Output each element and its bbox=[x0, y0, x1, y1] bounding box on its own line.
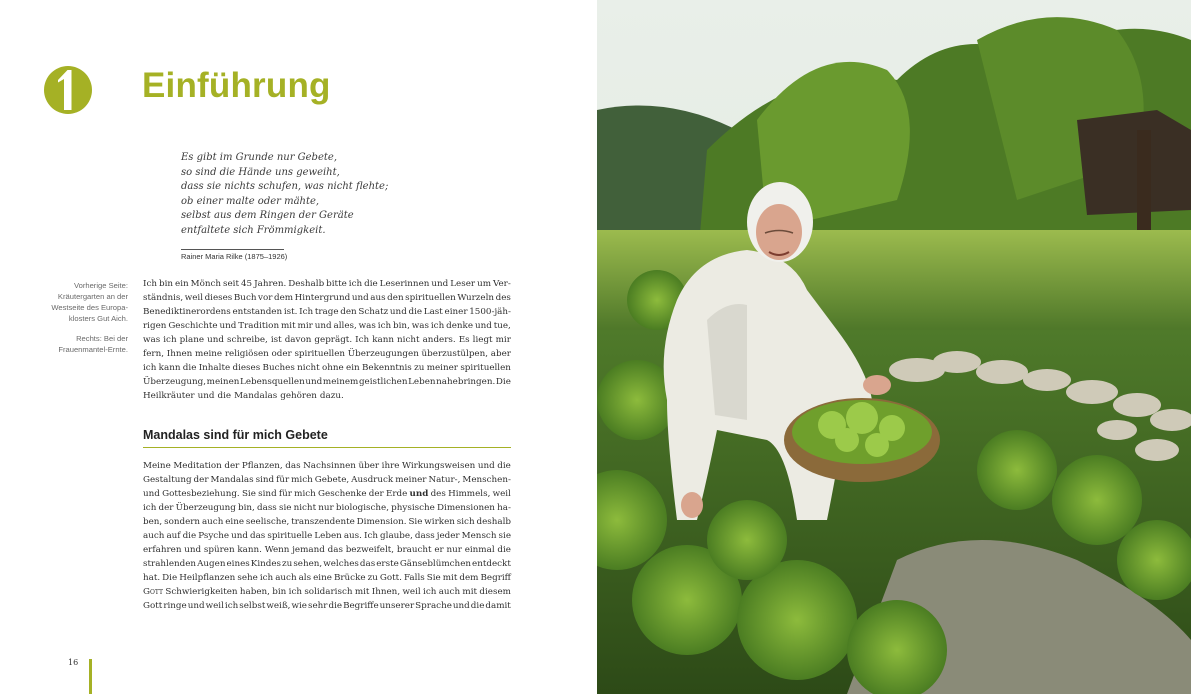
word: schreibe, bbox=[227, 335, 268, 345]
text-line bbox=[143, 291, 511, 305]
word: ich bbox=[423, 587, 437, 597]
word: sehen, bbox=[293, 559, 323, 569]
word: Sie bbox=[408, 517, 423, 527]
word: für bbox=[276, 475, 290, 485]
word: die bbox=[497, 461, 511, 471]
word: und bbox=[474, 321, 492, 331]
word: weiß, bbox=[266, 601, 291, 611]
word: bin, bbox=[393, 321, 410, 331]
word: ben, bbox=[143, 517, 163, 527]
word: des bbox=[430, 489, 446, 499]
word: Mandalas bbox=[234, 391, 278, 401]
word: Leser bbox=[450, 279, 476, 289]
word: Ich bbox=[355, 335, 370, 345]
word: zu bbox=[367, 573, 378, 583]
word: der bbox=[224, 461, 240, 471]
word: denke bbox=[446, 321, 474, 331]
text-line bbox=[143, 459, 511, 473]
word: spirituellen bbox=[294, 349, 346, 359]
poem-line: ob einer malte oder mähte, bbox=[181, 195, 320, 207]
word: liegt bbox=[472, 335, 493, 345]
text-line bbox=[143, 487, 511, 501]
word: nahebringen. bbox=[436, 377, 496, 387]
word: was bbox=[411, 321, 429, 331]
sidenote-right-photo bbox=[36, 333, 128, 355]
word: solidarisch bbox=[304, 587, 353, 597]
word: nicht bbox=[293, 503, 317, 513]
word: und bbox=[431, 279, 449, 289]
word: und bbox=[143, 489, 160, 499]
word: und bbox=[351, 293, 369, 303]
word: bitte bbox=[326, 279, 347, 289]
word: erfahren bbox=[143, 545, 182, 555]
word: ich bbox=[430, 321, 445, 331]
word: Überzeugung bbox=[175, 503, 236, 513]
word: Leserinnen bbox=[379, 279, 430, 289]
sidenote-line: Vorherige Seite: bbox=[73, 281, 128, 290]
word: Begriffe bbox=[343, 601, 379, 611]
word: nur bbox=[318, 503, 334, 513]
word: mich bbox=[294, 489, 316, 499]
word: und bbox=[231, 531, 248, 541]
word: welches bbox=[323, 559, 359, 569]
word: und bbox=[409, 489, 429, 499]
word: unserer bbox=[379, 601, 415, 611]
word: kann bbox=[372, 335, 394, 345]
word: Gott. bbox=[379, 573, 402, 583]
word: strahlenden bbox=[143, 559, 197, 569]
word: ist. bbox=[283, 307, 298, 317]
text-line bbox=[143, 529, 511, 543]
word: dass bbox=[257, 503, 277, 513]
word: Begriff bbox=[480, 573, 511, 583]
text-line bbox=[143, 347, 511, 361]
word: selbst bbox=[239, 601, 266, 611]
word: kann bbox=[158, 363, 181, 373]
word: Gott bbox=[143, 601, 163, 611]
word: weil bbox=[492, 489, 511, 499]
text-line bbox=[143, 305, 511, 319]
word: das bbox=[359, 559, 376, 569]
word: dass bbox=[414, 531, 435, 541]
word: ich bbox=[259, 573, 274, 583]
word: die bbox=[364, 279, 378, 289]
word: Falls bbox=[403, 573, 425, 583]
word: spirituelle bbox=[267, 531, 313, 541]
word: mir bbox=[495, 335, 511, 345]
word: Wurzeln bbox=[457, 293, 495, 303]
word: Heilkräuter bbox=[143, 391, 195, 401]
attribution-rule bbox=[181, 249, 284, 250]
word: sie bbox=[498, 531, 511, 541]
word: auch bbox=[275, 573, 297, 583]
word: religiösen bbox=[224, 349, 269, 359]
word: sich bbox=[456, 517, 475, 527]
word: anders. bbox=[422, 335, 456, 345]
word: Gebete, bbox=[314, 475, 350, 485]
word: der bbox=[368, 489, 384, 499]
word: Buch bbox=[233, 293, 257, 303]
word: Die bbox=[495, 377, 511, 387]
word: wie bbox=[291, 601, 307, 611]
poem-line: Es gibt im Grunde nur Gebete, bbox=[181, 152, 337, 163]
text-line bbox=[143, 515, 511, 529]
word: Himmels, bbox=[448, 489, 491, 499]
word: glaube, bbox=[380, 531, 413, 541]
word: ich bbox=[143, 363, 157, 373]
sidenote-line: Frauenmantel-Ernte. bbox=[58, 345, 128, 354]
word: dazu. bbox=[319, 391, 344, 401]
word: und bbox=[305, 377, 323, 387]
word: Bekenntnis bbox=[361, 363, 412, 373]
word: Ihnen, bbox=[371, 587, 401, 597]
word: und bbox=[219, 321, 237, 331]
text-line bbox=[143, 389, 511, 403]
word: entdeckt bbox=[472, 559, 511, 569]
word: weil bbox=[184, 293, 203, 303]
text-line bbox=[143, 571, 511, 585]
epigraph-poem bbox=[181, 151, 388, 239]
word: Buches bbox=[262, 363, 295, 373]
word: ich bbox=[377, 321, 392, 331]
word: er bbox=[434, 545, 444, 555]
word: bin bbox=[158, 279, 174, 289]
word: Kindes bbox=[250, 559, 282, 569]
word: Mandalas bbox=[210, 475, 254, 485]
word: Hintergrund bbox=[294, 293, 351, 303]
word: Dimension. bbox=[356, 517, 407, 527]
word: spirituellen bbox=[460, 363, 511, 373]
word: das bbox=[285, 461, 301, 471]
word: Schatz bbox=[358, 307, 389, 317]
word: plane bbox=[179, 335, 205, 345]
word: und bbox=[184, 545, 202, 555]
word: Mönch bbox=[190, 279, 222, 289]
sidenote-line: Kräutergarten an der bbox=[57, 292, 128, 301]
word: und bbox=[197, 391, 215, 401]
word: Ausdruck bbox=[351, 475, 394, 485]
word: jeder bbox=[436, 531, 460, 541]
word: rigen bbox=[143, 321, 167, 331]
word: Ver- bbox=[492, 279, 511, 289]
poem-line: selbst aus dem Ringen der Geräte bbox=[181, 210, 354, 222]
word: ringe bbox=[163, 601, 187, 611]
garden-monk-photo bbox=[597, 0, 1191, 694]
word: sind bbox=[255, 475, 275, 485]
word: ich bbox=[348, 279, 363, 289]
word: aber bbox=[490, 349, 511, 359]
word: Gottesbeziehung. bbox=[162, 489, 240, 499]
word: meine bbox=[195, 349, 223, 359]
word: damit bbox=[485, 601, 511, 611]
text-line bbox=[143, 585, 511, 599]
word: meiner bbox=[426, 363, 458, 373]
sidenote-line: Rechts: Bei der bbox=[76, 334, 128, 343]
word: Tradition bbox=[238, 321, 280, 331]
word: und bbox=[187, 601, 205, 611]
word: sehe bbox=[237, 573, 258, 583]
word: Leben bbox=[314, 531, 342, 541]
text-line bbox=[143, 319, 511, 333]
word: ihre bbox=[381, 461, 400, 471]
word: jemand bbox=[292, 545, 325, 555]
word: Geschichte bbox=[168, 321, 218, 331]
word: das bbox=[327, 545, 343, 555]
poem-line: so sind die Hände uns geweiht, bbox=[181, 166, 340, 178]
word: weil bbox=[402, 587, 421, 597]
word: spirituellen bbox=[405, 293, 456, 303]
word: über bbox=[358, 461, 380, 471]
word: die bbox=[217, 391, 232, 401]
word: davon bbox=[284, 335, 312, 345]
poem-attribution: Rainer Maria Rilke (1875–1926) bbox=[181, 252, 288, 261]
word: Ihnen bbox=[166, 349, 193, 359]
word: Sprache bbox=[415, 601, 452, 611]
word: ein bbox=[346, 363, 360, 373]
word: gehören bbox=[280, 391, 317, 401]
word: meinen bbox=[206, 377, 240, 387]
word: Ich bbox=[143, 279, 157, 289]
word: die bbox=[328, 601, 343, 611]
word: Meditation bbox=[173, 461, 222, 471]
word: Gestaltung bbox=[143, 475, 192, 485]
word: die bbox=[497, 545, 511, 555]
word: einmal bbox=[464, 545, 495, 555]
chapter-title: Einführung bbox=[142, 66, 331, 105]
word: um bbox=[477, 279, 491, 289]
word: ständnis, bbox=[143, 293, 184, 303]
word: Ich bbox=[299, 307, 314, 317]
word: Benediktinerordens bbox=[143, 307, 231, 317]
text-line bbox=[143, 361, 511, 375]
word: eine bbox=[225, 517, 245, 527]
word: auf bbox=[166, 531, 181, 541]
word: die bbox=[182, 531, 197, 541]
word: geprägt. bbox=[314, 335, 353, 345]
word: mit bbox=[281, 321, 296, 331]
word: ich bbox=[288, 587, 302, 597]
word: Gänseblümchen bbox=[399, 559, 472, 569]
word: biologische, bbox=[335, 503, 389, 513]
word: auch bbox=[201, 517, 224, 527]
word: Heilpflanzen bbox=[179, 573, 236, 583]
word: die bbox=[408, 307, 423, 317]
word: dem bbox=[274, 293, 294, 303]
word: Schwierigkeiten bbox=[165, 587, 238, 597]
word: sie bbox=[278, 503, 292, 513]
word: Sie bbox=[241, 489, 256, 499]
word: physische bbox=[391, 503, 435, 513]
word: geistlichen bbox=[358, 377, 408, 387]
word: dieses bbox=[232, 363, 261, 373]
word: haben, bbox=[239, 587, 270, 597]
word: wirken bbox=[424, 517, 455, 527]
word: auch bbox=[438, 587, 461, 597]
word: Last bbox=[423, 307, 443, 317]
word: der bbox=[158, 503, 174, 513]
word: Deshalb bbox=[288, 279, 325, 289]
word: überzustülpen, bbox=[421, 349, 489, 359]
section-paragraph bbox=[143, 459, 511, 613]
intro-paragraph bbox=[143, 277, 511, 403]
word: Meine bbox=[143, 461, 171, 471]
word: Menschen- bbox=[462, 475, 511, 485]
word: mich bbox=[291, 475, 313, 485]
word: der bbox=[193, 475, 209, 485]
section-heading: Mandalas sind für mich Gebete bbox=[143, 428, 328, 442]
word: und bbox=[389, 307, 407, 317]
word: tue, bbox=[493, 321, 511, 331]
word: und bbox=[477, 461, 495, 471]
word: ein bbox=[175, 279, 189, 289]
word: Brücke bbox=[333, 573, 366, 583]
word: Psyche bbox=[198, 531, 230, 541]
word: zu bbox=[414, 363, 425, 373]
word: aus bbox=[370, 293, 386, 303]
word: Überzeugungen bbox=[347, 349, 419, 359]
word: den bbox=[340, 307, 357, 317]
word: sondern bbox=[164, 517, 201, 527]
word: kann. bbox=[237, 545, 262, 555]
word: erste bbox=[376, 559, 399, 569]
word: nicht bbox=[297, 363, 320, 373]
word: Inhalte bbox=[198, 363, 231, 373]
word: Natur-, bbox=[428, 475, 461, 485]
word: Gott bbox=[143, 587, 164, 597]
word: mit bbox=[442, 573, 458, 583]
word: mit bbox=[354, 587, 370, 597]
word: trage bbox=[314, 307, 339, 317]
word: ohne bbox=[321, 363, 344, 373]
word: Überzeugung, bbox=[143, 377, 207, 387]
word: transzendente bbox=[291, 517, 355, 527]
word: und bbox=[207, 335, 224, 345]
word: Dimensionen bbox=[437, 503, 495, 513]
word: hat. bbox=[143, 573, 161, 583]
word: bin bbox=[272, 587, 287, 597]
word: Pflanzen, bbox=[241, 461, 283, 471]
word: 1500-jäh- bbox=[469, 307, 511, 317]
word: einer bbox=[444, 307, 468, 317]
word: eines bbox=[226, 559, 250, 569]
text-line bbox=[143, 599, 511, 613]
section-rule bbox=[143, 447, 511, 448]
word: meinem bbox=[322, 377, 359, 387]
word: sehr bbox=[307, 601, 328, 611]
word: alles, bbox=[333, 321, 357, 331]
word: nicht bbox=[397, 335, 420, 345]
word: zu bbox=[282, 559, 293, 569]
word: die bbox=[182, 363, 197, 373]
word: vor bbox=[258, 293, 273, 303]
word: fern, bbox=[143, 349, 165, 359]
word: dieses bbox=[204, 293, 233, 303]
word: was bbox=[143, 335, 161, 345]
word: was bbox=[358, 321, 376, 331]
word: die bbox=[470, 601, 485, 611]
word: 45 bbox=[240, 279, 253, 289]
word: ich bbox=[143, 503, 157, 513]
word: Geschenke bbox=[318, 489, 367, 499]
word: eine bbox=[313, 573, 332, 583]
word: entstanden bbox=[232, 307, 283, 317]
word: spüren bbox=[203, 545, 235, 555]
text-line bbox=[143, 473, 511, 487]
sidenote-previous-page bbox=[36, 280, 128, 324]
word: Erde bbox=[385, 489, 408, 499]
word: Augen bbox=[197, 559, 226, 569]
sidenote-line: klosters Gut Aich. bbox=[68, 314, 128, 323]
word: aus. bbox=[343, 531, 362, 541]
page-number-bar bbox=[89, 659, 92, 694]
text-line bbox=[143, 375, 511, 389]
word: seit bbox=[223, 279, 239, 289]
word: Sie bbox=[426, 573, 441, 583]
word: weil bbox=[205, 601, 224, 611]
word: braucht bbox=[396, 545, 432, 555]
chapter-number-badge bbox=[44, 66, 92, 114]
word: Wirkungsweisen bbox=[402, 461, 476, 471]
word: und bbox=[314, 321, 332, 331]
text-line bbox=[143, 543, 511, 557]
word: meiner bbox=[395, 475, 427, 485]
word: Wenn bbox=[264, 545, 290, 555]
poem-line: dass sie nichts schufen, was nicht flehte; bbox=[181, 181, 389, 193]
word: mit bbox=[462, 587, 478, 597]
word: für bbox=[278, 489, 292, 499]
word: diesem bbox=[479, 587, 511, 597]
word: Nachsinnen bbox=[303, 461, 356, 471]
word: Lebensquellen bbox=[240, 377, 305, 387]
word: des bbox=[495, 293, 511, 303]
word: Jahren. bbox=[254, 279, 287, 289]
word: ich bbox=[224, 601, 239, 611]
word: und bbox=[452, 601, 470, 611]
word: Ich bbox=[364, 531, 378, 541]
poem-line: entfaltete sich Frömmigkeit. bbox=[181, 224, 326, 236]
word: ist bbox=[270, 335, 282, 345]
word: ich bbox=[163, 335, 177, 345]
word: deshalb bbox=[476, 517, 511, 527]
word: bezweifelt, bbox=[345, 545, 395, 555]
word: Mensch bbox=[461, 531, 497, 541]
text-line bbox=[143, 557, 511, 571]
word: mir bbox=[297, 321, 313, 331]
word: seelische, bbox=[245, 517, 290, 527]
text-line bbox=[143, 333, 511, 347]
word: bin, bbox=[238, 503, 255, 513]
word: Die bbox=[162, 573, 178, 583]
word: den bbox=[387, 293, 404, 303]
sidenote-line: Westseite des Europa- bbox=[51, 303, 128, 312]
word: dem bbox=[459, 573, 479, 583]
word: als bbox=[298, 573, 312, 583]
text-line bbox=[143, 501, 511, 515]
word: Es bbox=[458, 335, 470, 345]
text-line bbox=[143, 277, 511, 291]
word: das bbox=[249, 531, 266, 541]
word: sind bbox=[258, 489, 277, 499]
word: auch bbox=[143, 531, 165, 541]
word: oder bbox=[271, 349, 292, 359]
word: Leben bbox=[408, 377, 436, 387]
word: nur bbox=[446, 545, 462, 555]
word: ha- bbox=[497, 503, 511, 513]
page-number: 16 bbox=[68, 658, 79, 667]
